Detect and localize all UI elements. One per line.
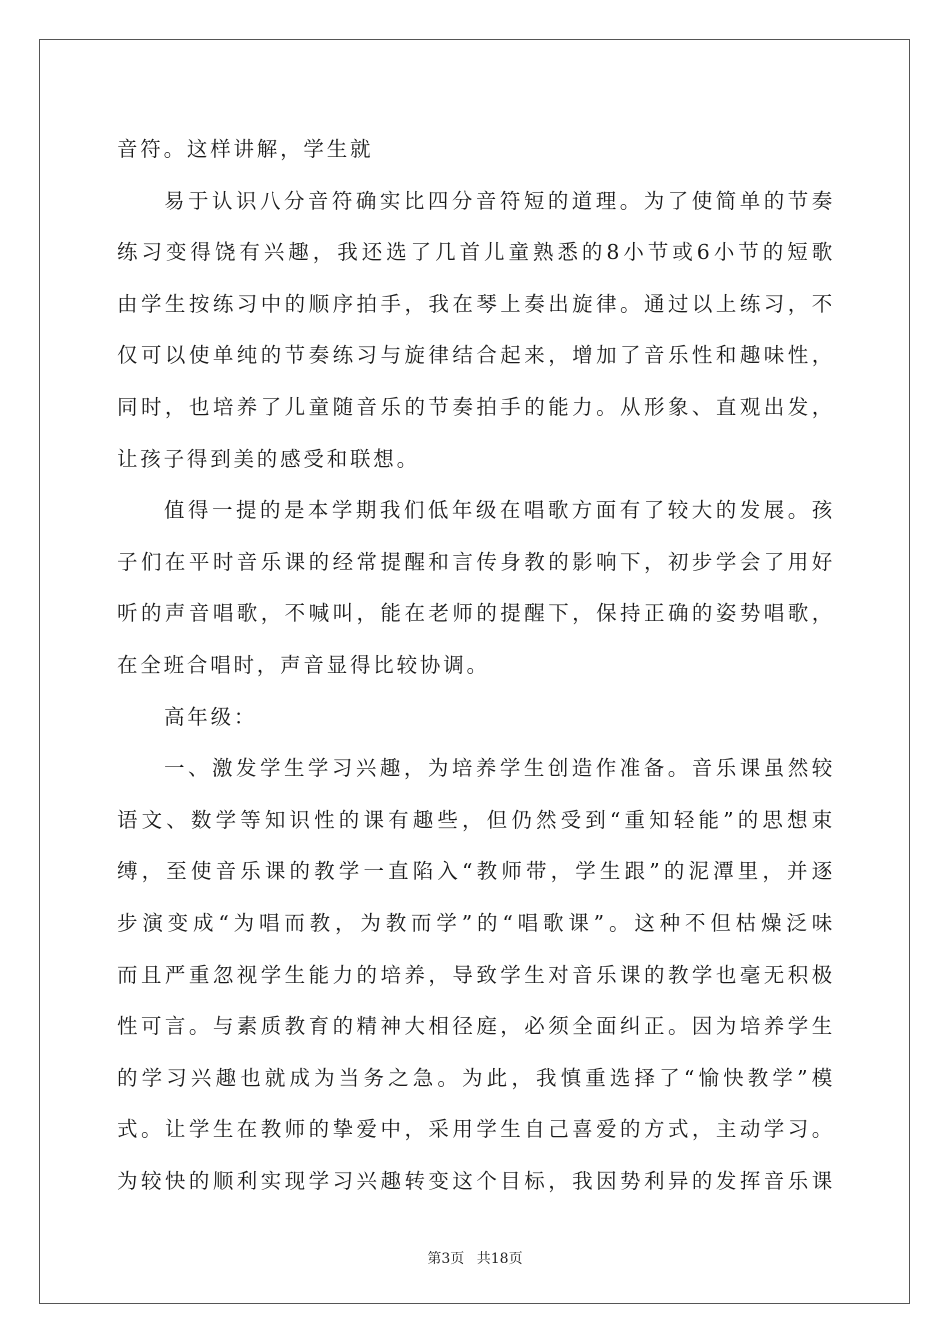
text-line: 性可言。与素质教育的精神大相径庭，必须全面纠正。因为培养学生 [117,1014,835,1039]
text-line: 步演变成“为唱而教，为教而学”的“唱歌课”。这种不但枯燥泛味 [117,910,835,935]
text-line: 由学生按练习中的顺序拍手，我在琴上奏出旋律。通过以上练习，不 [117,291,835,316]
document-body [117,128,835,1211]
page-footer [0,1248,950,1268]
text-line: 为较快的顺利实现学习兴趣转变这个目标，我因势利异的发挥音乐课 [117,1168,835,1193]
text-line: 式。让学生在教师的挚爱中，采用学生自己喜爱的方式，主动学习。 [117,1117,835,1142]
page-number: 第3页 [427,1251,465,1267]
text-line: 语文、数学等知识性的课有趣些，但仍然受到“重知轻能”的思想束 [117,807,835,832]
text-line: 易于认识八分音符确实比四分音符短的道理。为了使简单的节奏 [164,188,835,213]
text-line: 在全班合唱时，声音显得比较协调。 [117,652,490,677]
text-line: 同时，也培养了儿童随音乐的节奏拍手的能力。从形象、直观出发， [117,394,835,419]
text-line: 的学习兴趣也就成为当务之急。为此，我慎重选择了“愉快教学”模 [117,1065,835,1090]
text-line: 子们在平时音乐课的经常提醒和言传身教的影响下，初步学会了用好 [117,549,835,574]
text-line: 一、激发学生学习兴趣，为培养学生创造作准备。音乐课虽然较 [164,756,835,781]
text-line: 而且严重忽视学生能力的培养，导致学生对音乐课的教学也毫无积极 [117,962,835,987]
text-line: 练习变得饶有兴趣，我还选了几首儿童熟悉的8小节或6小节的短歌 [117,240,835,265]
text-line: 高年级： [164,704,258,729]
text-line: 音符。这样讲解，学生就 [117,137,374,161]
page-total: 共18页 [476,1251,523,1267]
text-line: 缚，至使音乐课的教学一直陷入“教师带，学生跟”的泥潭里，并逐 [117,859,835,884]
text-line: 让孩子得到美的感受和联想。 [117,446,420,471]
text-line: 听的声音唱歌，不喊叫，能在老师的提醒下，保持正确的姿势唱歌， [117,601,835,626]
text-line: 值得一提的是本学期我们低年级在唱歌方面有了较大的发展。孩 [164,498,835,523]
text-line: 仅可以使单纯的节奏练习与旋律结合起来，增加了音乐性和趣味性， [117,343,835,368]
